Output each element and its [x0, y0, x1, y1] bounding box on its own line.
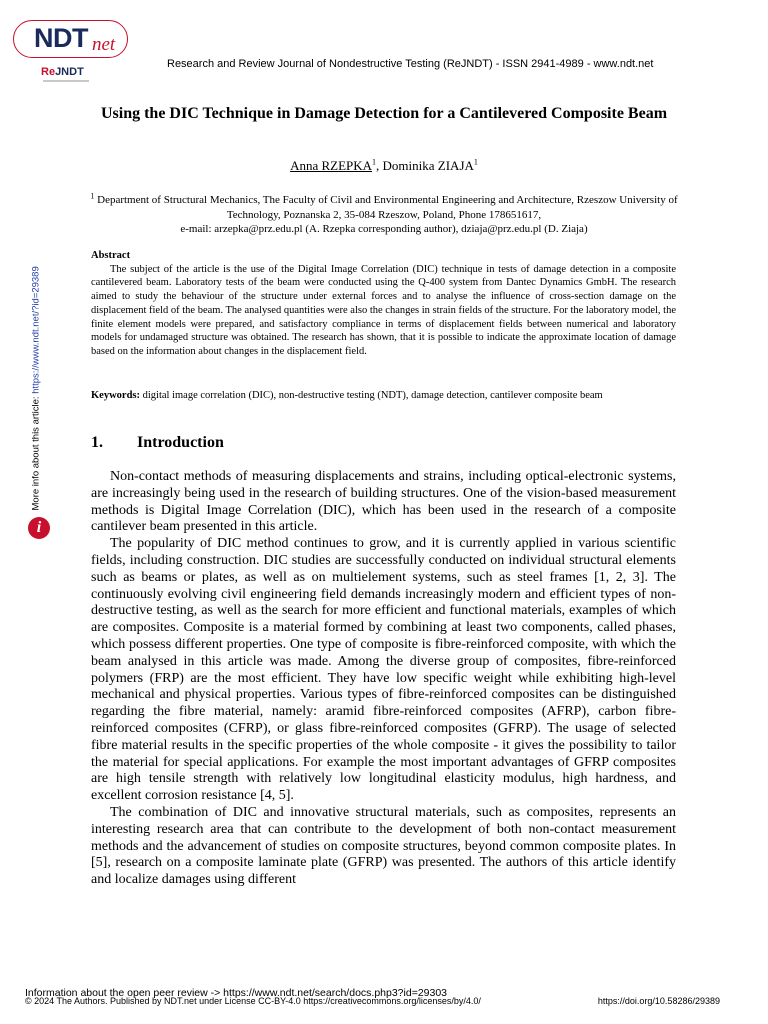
body-paragraph: The combination of DIC and innovative structural materials, such as composites, represents an interesting research area that can contribute to the development of both non-contact measurement methods and the advancement of studies on composite structures, beyond common composite plates. In [5], research on a composite laminate plate (GFRP) was presented. The authors of this article identify and localize damages using different: [91, 804, 676, 888]
info-icon[interactable]: i: [28, 517, 50, 539]
body-paragraph: Non-contact methods of measuring displacements and strains, including optical-electronic systems, are increasingly being used in the research of building structures. One of the vision-based measurement methods is Digital Image Correlation (DIC), which has been used in the research of a composite cantilever beam presented in this article.: [91, 469, 676, 535]
affiliation-sup: 1: [90, 191, 95, 201]
author-2-sup: 1: [473, 157, 478, 167]
author-1-sup: 1: [372, 157, 377, 167]
body-paragraph: The popularity of DIC method continues to grow, and it is currently applied in various scientific fields, including construction. DIC studies are successfully conducted on individual structural elements such as beams or plates, as well as on multielement systems, such as steel frames [1, 2, 3]. The continuously evolving civil engineering field demands increasingly modern and efficient types of non-destructive testing, as well as the search for more efficient and functional materials, examples of which are composites. Composite is a material formed by combining at least two components, called phases, which possess different properties. One type of composite is fibre-reinforced composite, with which the beam analysed in this article was made. Among the diverse group of composites, fibre-reinforced polymers (FRP) are the most efficient. They have low specific weight while exhibiting high-level mechanical and physical properties. Various types of fibre-reinforced composites can be distinguished regarding the fibre material, namely: aramid fibre-reinforced composites (AFRP), carbon fibre-reinforced composites (CFRP), or glass fibre-reinforced composites (GFRP). The usage of selected fibre material results in the specific properties of the whole composite - it gives the possibility to tailor the material for special applications. For example the most important advantages of GFRP composites are high tensile strength with relatively low longitudinal elasticity modulus, high hardness, and excellent corrosion resistance [4, 5].: [91, 536, 676, 804]
rejndt-underline: [43, 80, 89, 82]
section-title: Introduction: [137, 434, 224, 451]
affiliation-email: e-mail: arzepka@prz.edu.pl (A. Rzepka corresponding author), dziaja@prz.edu.pl (D. Ziaja): [180, 223, 588, 235]
logo-net-text: net: [92, 34, 116, 55]
paper-title: Using the DIC Technique in Damage Detection for a Cantilevered Composite Beam: [100, 105, 668, 122]
ndtnet-logo: [13, 20, 128, 58]
section-heading: [91, 434, 224, 452]
article-info-text: [31, 249, 42, 511]
article-info-link[interactable]: https://www.ndt.net/?id=29389: [30, 266, 42, 394]
author-2: Dominika ZIAJA: [382, 158, 474, 173]
keywords-label: Keywords:: [91, 390, 140, 401]
section-number: 1.: [91, 434, 103, 451]
abstract-heading: Abstract: [91, 250, 131, 261]
affiliation: [90, 193, 678, 237]
logo-ndt-text: NDT: [34, 23, 88, 53]
author-1[interactable]: Anna RZEPKA: [290, 158, 373, 173]
author-separator: ,: [376, 158, 383, 173]
abstract: [91, 249, 676, 359]
affiliation-line-1: Department of Structural Mechanics, The Faculty of Civil and Environmental Engineering and Architecture, Rzeszow University of Technology, Poznanska 2, 35-084 Rzeszow, Poland, Phone 178651617,: [94, 194, 678, 221]
journal-header: Research and Review Journal of Nondestructive Testing (ReJNDT) - ISSN 2941-4989 - www.ndt.net: [167, 58, 654, 70]
body-text: [91, 469, 676, 889]
abstract-text: The subject of the article is the use of the Digital Image Correlation (DIC) technique in tests of damage detection in a composite cantilevered beam. Laboratory tests of the beam were conducted using the Q-400 system from Dantec Dynamics GmbH. The research aimed to study the behaviour of the structure under external forces and to analyse the influence of cross-section damage on the displacement field of the beam. The analysed quantities were also the changes in strain fields of the structure. For the laboratory model, the finite element models were prepared, and satisfactory compliance in terms of displacement fields between numerical and laboratory models for undamaged structure was obtained. The research has shown, that it is possible to indicate the approximate location of damage based on the information about changes in the displacement field.: [91, 263, 676, 357]
footer-peer-review: Information about the open peer review -> https://www.ndt.net/search/docs.php3?id=29303: [25, 987, 448, 999]
author-list: [100, 158, 668, 174]
rejndt-re: Re: [41, 66, 56, 78]
rejndt-logo: [41, 66, 84, 78]
keywords-text: digital image correlation (DIC), non-destructive testing (NDT), damage detection, cantilever composite beam: [140, 390, 603, 401]
rejndt-jndt: JNDT: [55, 66, 84, 78]
footer-doi[interactable]: https://doi.org/10.58286/29389: [597, 996, 720, 1006]
article-info-prefix: More info about this article:: [30, 393, 42, 511]
keywords: [91, 389, 676, 403]
footer-license: © 2024 The Authors. Published by NDT.net under License CC-BY-4.0 https://creativecommons.org/licenses/by/4.0/: [25, 996, 481, 1006]
article-info-sidebar: [23, 255, 49, 545]
